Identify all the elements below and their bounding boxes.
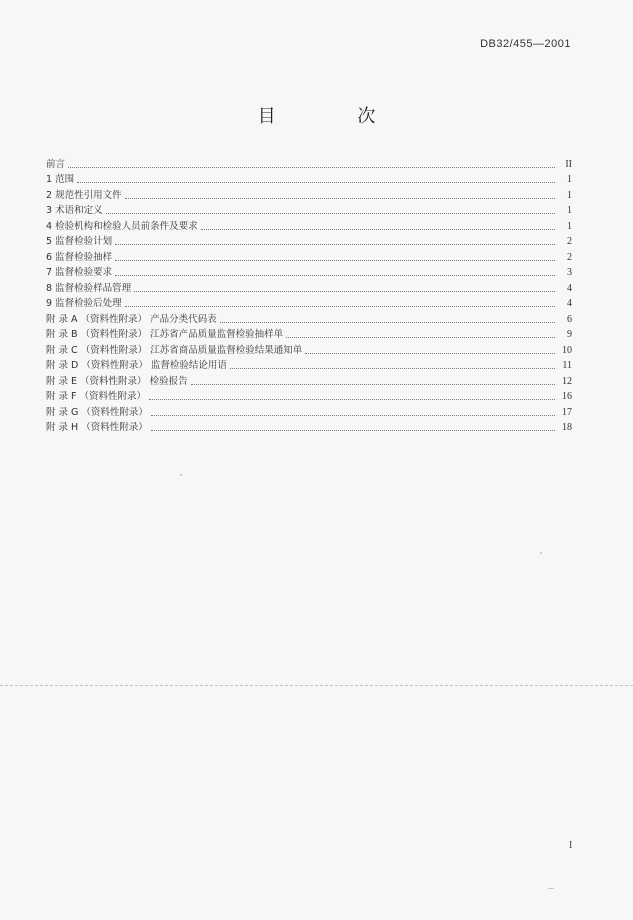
toc-entry[interactable] xyxy=(46,278,572,294)
toc-entry-page: 1 xyxy=(567,220,572,232)
toc-dot-leader xyxy=(230,367,555,369)
toc-entry-page: 1 xyxy=(567,174,572,185)
toc-entry[interactable] xyxy=(46,185,572,201)
toc-entry-page: II xyxy=(565,158,572,170)
toc-entry[interactable] xyxy=(46,418,572,434)
toc-entry-label: 2 规范性引用文件 xyxy=(46,189,122,201)
toc-dot-leader xyxy=(115,243,555,245)
toc-entry-page: 3 xyxy=(567,267,572,278)
toc-entry[interactable] xyxy=(46,371,572,387)
toc-entry-page: 16 xyxy=(562,391,572,402)
toc-entry-page: 2 xyxy=(567,236,572,247)
toc-entry-page: 4 xyxy=(567,282,572,294)
toc-dot-leader xyxy=(115,259,555,261)
scan-speck xyxy=(180,474,182,476)
scan-speck xyxy=(548,888,554,889)
toc-entry-page: 9 xyxy=(567,329,572,340)
toc-entry[interactable] xyxy=(46,201,572,217)
toc-entry-page: 2 xyxy=(567,251,572,263)
toc-entry-page: 12 xyxy=(562,375,572,387)
toc-entry[interactable] xyxy=(46,402,572,418)
toc-entry-label: 附 录 H （资料性附录） xyxy=(46,422,148,433)
toc-entry[interactable] xyxy=(46,356,572,372)
toc-dot-leader xyxy=(286,336,555,338)
toc-dot-leader xyxy=(125,197,555,199)
toc-entry-label: 9 监督检验后处理 xyxy=(46,298,122,309)
toc-dot-leader xyxy=(220,321,555,323)
toc-entry-label: 3 术语和定义 xyxy=(46,205,103,216)
toc-entry[interactable] xyxy=(46,263,572,279)
scan-artifact-line xyxy=(0,684,633,686)
page-title: 目 次 xyxy=(257,106,414,127)
toc-entry[interactable] xyxy=(46,325,572,341)
toc-entry[interactable] xyxy=(46,387,572,403)
toc-entry-page: 11 xyxy=(562,360,572,371)
toc-entry-label: 附 录 B （资料性附录） 江苏省产品质量监督检验抽样单 xyxy=(46,329,284,340)
toc-dot-leader xyxy=(125,305,555,307)
toc-entry-page: 1 xyxy=(567,205,572,216)
toc-entry[interactable] xyxy=(46,232,572,248)
toc-dot-leader xyxy=(151,414,555,416)
toc-entry[interactable] xyxy=(46,247,572,263)
toc-dot-leader xyxy=(68,166,555,168)
toc-dot-leader xyxy=(134,290,555,292)
toc-entry-page: 1 xyxy=(567,189,572,201)
toc-entry-label: 附 录 G （资料性附录） xyxy=(46,406,148,418)
toc-entry[interactable] xyxy=(46,170,572,186)
toc-entry-label: 前言 xyxy=(46,158,66,170)
toc-entry-page: 6 xyxy=(567,313,572,325)
toc-dot-leader xyxy=(77,181,555,183)
toc-entry[interactable] xyxy=(46,216,572,232)
toc-entry[interactable] xyxy=(46,294,572,310)
toc-dot-leader xyxy=(201,228,555,230)
toc-entry-page: 17 xyxy=(562,406,572,418)
toc-entry-page: 10 xyxy=(562,344,572,356)
toc-entry-label: 7 监督检验要求 xyxy=(46,267,113,278)
toc-entry-label: 附 录 E （资料性附录） 检验报告 xyxy=(46,375,188,387)
toc-entry-label: 附 录 A （资料性附录） 产品分类代码表 xyxy=(46,313,217,325)
toc-entry[interactable] xyxy=(46,340,572,356)
document-code: DB32/455—2001 xyxy=(480,38,571,50)
toc-entry-page: 4 xyxy=(567,298,572,309)
toc-dot-leader xyxy=(106,212,555,214)
toc-dot-leader xyxy=(191,383,555,385)
toc-dot-leader xyxy=(115,274,555,276)
toc-entry-label: 6 监督检验抽样 xyxy=(46,251,113,263)
table-of-contents xyxy=(46,154,572,433)
toc-dot-leader xyxy=(305,352,555,354)
toc-entry-page: 18 xyxy=(562,422,572,433)
toc-entry-label: 1 范围 xyxy=(46,174,75,185)
toc-entry-label: 附 录 D （资料性附录） 监督检验结论用语 xyxy=(46,360,227,371)
toc-dot-leader xyxy=(149,398,555,400)
toc-dot-leader xyxy=(151,429,555,431)
toc-entry-label: 4 检验机构和检验人员前条件及要求 xyxy=(46,220,198,232)
toc-entry-label: 5 监督检验计划 xyxy=(46,236,113,247)
toc-entry-label: 8 监督检验样品管理 xyxy=(46,282,132,294)
scan-speck xyxy=(540,552,542,554)
toc-entry[interactable] xyxy=(46,309,572,325)
page-number-mark: I xyxy=(569,840,573,851)
toc-entry[interactable] xyxy=(46,154,572,170)
toc-entry-label: 附 录 F （资料性附录） xyxy=(46,391,147,402)
toc-entry-label: 附 录 C （资料性附录） 江苏省商品质量监督检验结果通知单 xyxy=(46,344,303,356)
